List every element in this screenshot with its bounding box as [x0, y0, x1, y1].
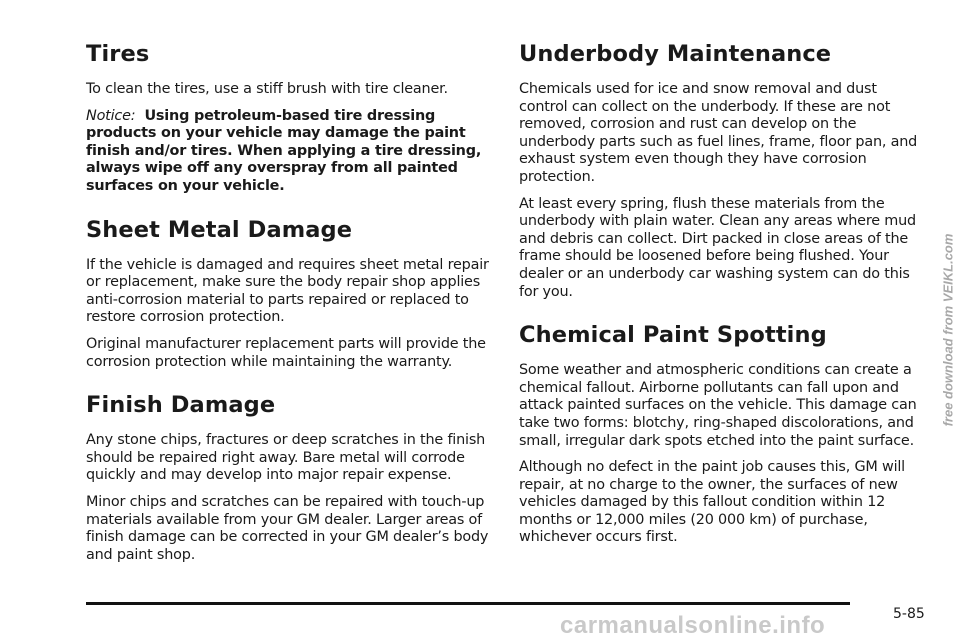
section-tires	[86, 40, 494, 196]
page-number: 5-85	[893, 606, 925, 622]
section-chemical	[519, 321, 929, 547]
section-underbody	[519, 40, 929, 301]
notice-text: Using petroleum-based tire dressing products on your vehicle may damage the paint finish and/or tires. When applying a tire dressing, always wipe off any overspray from all painted surfaces on your vehicle.	[86, 107, 482, 194]
chemical-paragraph-2: Although no defect in the paint job causes this, GM will repair, at no charge to the owner, the surfaces of new vehicles damaged by this fallout condition within 12 months or 12,000 miles (20 000 km) of purchase, whichever occurs first.	[519, 459, 905, 546]
left-column	[86, 40, 494, 584]
sheet-metal-paragraph-1: If the vehicle is damaged and requires sheet metal repair or replacement, make sure the body repair shop applies anti-corrosion material to parts repaired or replaced to restore corrosion protection.	[86, 256, 489, 326]
footer-rule	[86, 602, 850, 605]
underbody-paragraph-2: At least every spring, flush these materials from the underbody with plain water. Clean any areas where mud and debris can collect. Dirt packed in close areas of the frame should be loosened before being flushed. Your dealer or an underbody car washing system can do this for you.	[519, 195, 916, 300]
heading-finish: Finish Damage	[86, 392, 276, 419]
right-column	[519, 40, 929, 567]
chemical-paragraph-1: Some weather and atmospheric conditions can create a chemical fallout. Airborne pollutants can fall upon and attack painted surfaces on the vehicle. This damage can take two forms: blotchy, ring-shaped discolorations, and small, irregular dark spots etched into the paint surface.	[519, 362, 917, 449]
heading-chemical: Chemical Paint Spotting	[519, 322, 827, 349]
finish-paragraph-2: Minor chips and scratches can be repaired with touch-up materials available from your GM dealer. Larger areas of finish damage can be corrected in your GM dealer’s body and paint shop.	[86, 493, 489, 563]
heading-underbody: Underbody Maintenance	[519, 41, 832, 67]
notice-label: Notice:	[86, 107, 136, 124]
section-finish	[86, 391, 494, 564]
tires-notice	[86, 108, 494, 196]
tires-paragraph: To clean the tires, use a stiff brush with tire cleaner.	[86, 81, 448, 97]
section-sheet-metal	[86, 216, 494, 372]
underbody-paragraph-1: Chemicals used for ice and snow removal and dust control can collect on the underbody. If these are not removed, corrosion and rust can develop on the underbody parts such as fuel lines, frame, floor pan, and exhaust system even though they have corrosion protection.	[519, 81, 918, 185]
heading-sheet-metal: Sheet Metal Damage	[86, 216, 353, 243]
footer-url: carmanualsonline.info	[560, 612, 826, 639]
heading-tires: Tires	[86, 41, 150, 67]
finish-paragraph-1: Any stone chips, fractures or deep scratches in the finish should be repaired right away. Bare metal will corrode quickly and may develop into major repair expense.	[86, 432, 486, 484]
side-watermark: free download from VEIKL.com	[940, 233, 956, 427]
sheet-metal-paragraph-2: Original manufacturer replacement parts will provide the corrosion protection while maintaining the warranty.	[86, 335, 486, 370]
